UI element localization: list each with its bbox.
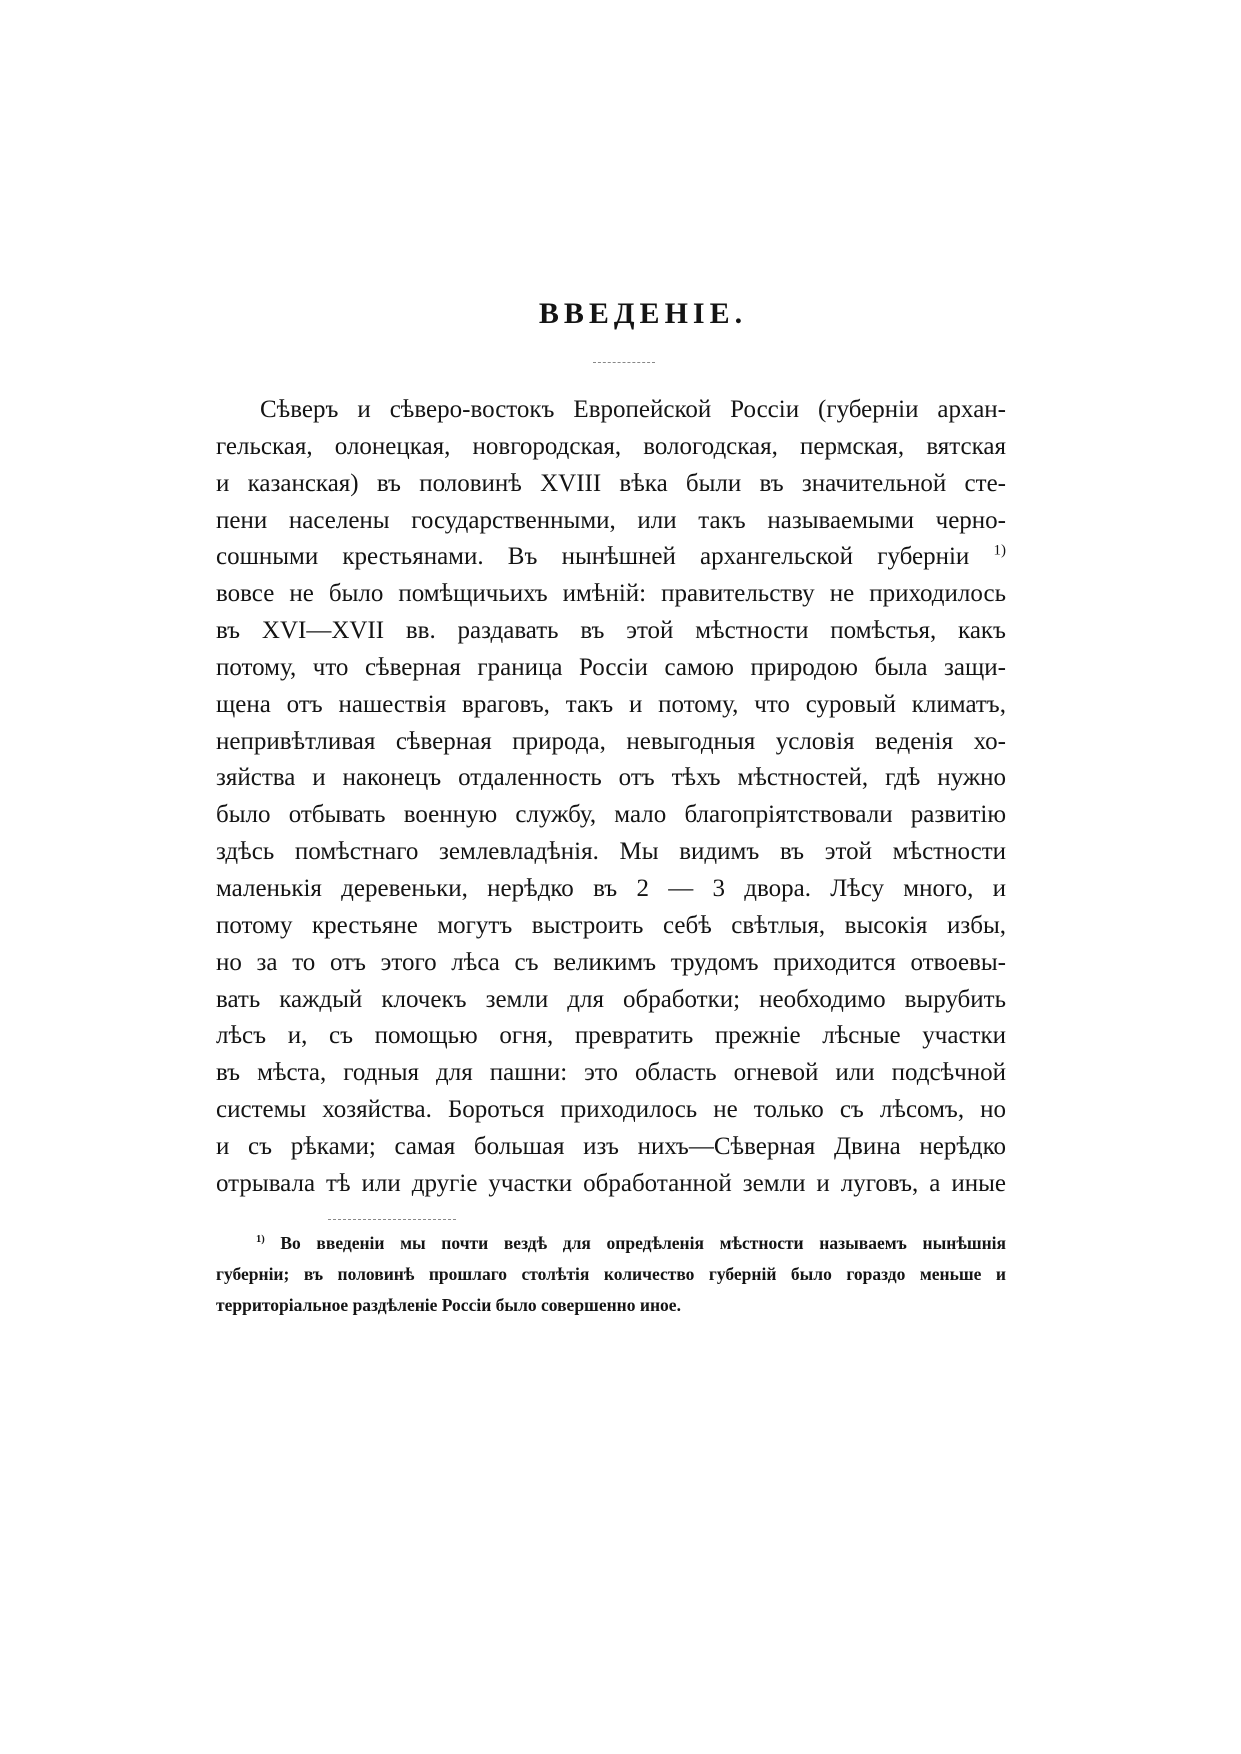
text-line: системы хозяйства. Бороться приходилось не только съ лѣсомъ, но — [216, 1096, 1006, 1124]
text-line: непривѣтливая сѣверная природа, невыгодныя условія веденія хо- — [216, 727, 1006, 755]
text-line: было отбывать военную службу, мало благопріятствовали развитію — [216, 801, 1006, 829]
text-line-with-footnote-ref — [216, 539, 1006, 576]
page-title: ВВЕДЕНІЕ. — [538, 297, 748, 330]
text-line: здѣсь помѣстнаго землевладѣнія. Мы видимъ въ этой мѣстности — [216, 838, 1006, 866]
text-line: вовсе не было помѣщичьихъ имѣній: правительству не приходилось — [216, 580, 1006, 608]
main-text — [216, 392, 1006, 1203]
footnote-reference[interactable]: 1) — [993, 543, 1006, 560]
text-line: щена отъ нашествія враговъ, такъ и потому, что суровый климатъ, — [216, 690, 1006, 718]
text-line: гельская, олонецкая, новгородская, вологодская, пермская, вятская — [216, 432, 1006, 460]
text-line: но за то отъ этого лѣса съ великимъ трудомъ приходится отвоевы- — [216, 948, 1006, 976]
footnote-line: губерніи; въ половинѣ прошлаго столѣтія количество губерній было гораздо меньше и — [216, 1264, 1006, 1284]
title-divider — [593, 362, 655, 363]
footnote — [216, 1228, 1006, 1321]
text-line: отрывала тѣ или другіе участки обработанной земли и луговъ, а иные — [216, 1169, 1006, 1197]
footnote-marker: 1) — [256, 1234, 265, 1246]
text-line: потому крестьяне могутъ выстроить себѣ свѣтлыя, высокія избы, — [216, 911, 1006, 939]
footnote-divider — [328, 1219, 456, 1220]
text-line: пени населены государственными, или такъ называемыми черно- — [216, 506, 1006, 534]
footnote-line: территоріальное раздѣленіе Россіи было совершенно иное. — [216, 1295, 681, 1315]
text-line: Сѣверъ и сѣверо-востокъ Европейской Россіи (губерніи архан- — [260, 396, 1006, 423]
text-line: въ XVI—XVII вв. раздавать въ этой мѣстности помѣстья, какъ — [216, 617, 1006, 645]
text-line: зяйства и наконецъ отдаленность отъ тѣхъ мѣстностей, гдѣ нужно — [216, 764, 1006, 792]
footnote-line — [216, 1228, 1006, 1259]
text-line-content: сошными крестьянами. Въ нынѣшней архангельской губерніи — [216, 543, 970, 571]
text-line: въ мѣста, годныя для пашни: это область огневой или подсѣчной — [216, 1059, 1006, 1087]
text-line: и съ рѣками; самая большая изъ нихъ—Сѣверная Двина нерѣдко — [216, 1132, 1006, 1160]
footnote-line-content: Во введеніи мы почти вездѣ для опредѣленія мѣстности называемъ нынѣшнія — [280, 1233, 1007, 1253]
text-line: и казанская) въ половинѣ XVIII вѣка были въ значительной сте- — [216, 469, 1006, 497]
text-line: вать каждый клочекъ земли для обработки; необходимо вырубить — [216, 985, 1006, 1013]
text-line: лѣсъ и, съ помощью огня, превратить прежніе лѣсные участки — [216, 1022, 1006, 1050]
text-line: потому, что сѣверная граница Россіи самою природою была защи- — [216, 653, 1006, 681]
text-line: маленькія деревеньки, нерѣдко въ 2 — 3 двора. Лѣсу много, и — [216, 874, 1006, 902]
